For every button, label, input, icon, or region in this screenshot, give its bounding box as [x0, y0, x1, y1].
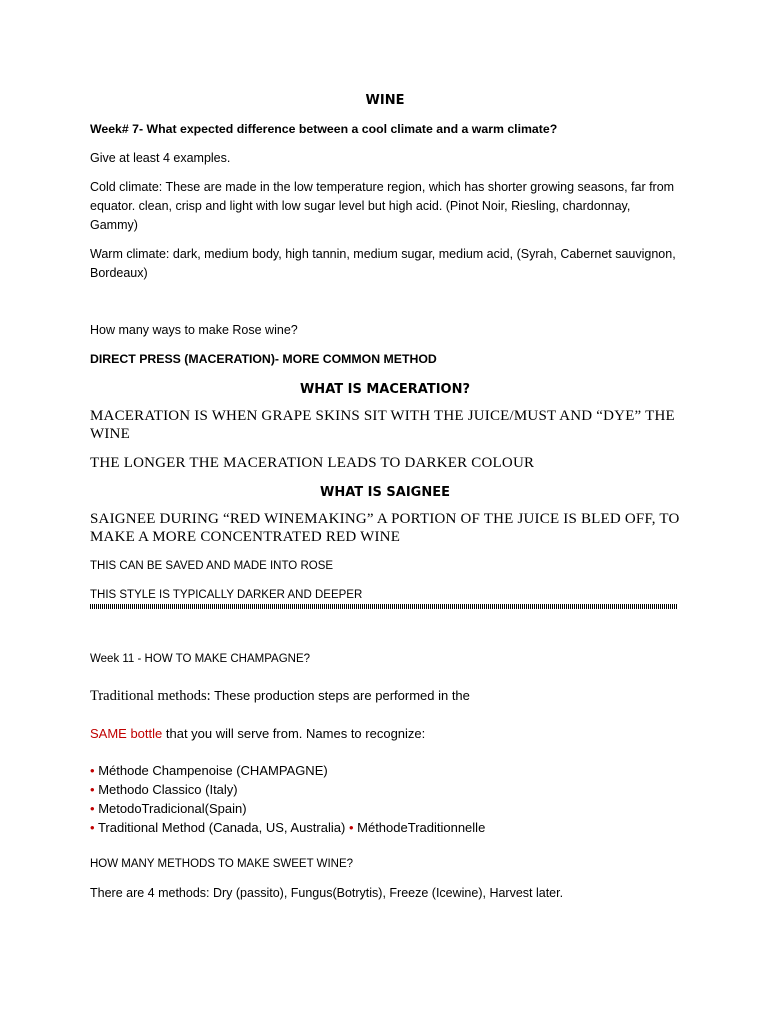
traditional-methods-text: These production steps are performed in the: [210, 688, 470, 703]
bullet-icon: •: [90, 801, 95, 816]
bullet-icon: •: [348, 820, 354, 835]
list-item: [90, 818, 680, 837]
same-bottle-text: that you will serve from. Names to recognize:: [162, 726, 426, 741]
list-item-text: Traditional Method (Canada, US, Australia): [97, 820, 346, 835]
saignee-heading: WHAT IS SAIGNEE: [320, 485, 450, 500]
direct-press-line: DIRECT PRESS (MACERATION)- MORE COMMON METHOD: [90, 352, 437, 366]
list-item-text: MetodoTradicional(Spain): [98, 801, 247, 816]
week7-question: Week# 7- What expected difference between a cool climate and a warm climate?: [90, 122, 558, 136]
cold-climate-paragraph: Cold climate: These are made in the low temperature region, which has shorter growing seasons, far from equator. clean, crisp and light with low sugar level but high acid. (Pinot Noir, Riesling, chardonnay, Gammy): [90, 180, 675, 232]
list-item: [90, 799, 680, 818]
same-bottle-line: [90, 724, 680, 743]
style-darker: THIS STYLE IS TYPICALLY DARKER AND DEEPER: [90, 589, 363, 601]
traditional-methods-line: [90, 686, 680, 706]
same-bottle-highlight: SAME bottle: [90, 726, 163, 741]
maceration-heading: WHAT IS MACERATION?: [299, 382, 471, 397]
list-item: [90, 761, 680, 780]
page-title: WINE: [365, 93, 405, 108]
champagne-names-list: [90, 761, 680, 837]
maceration-longer: THE LONGER THE MACERATION LEADS TO DARKER COLOUR: [90, 455, 535, 471]
section-divider: [90, 604, 678, 609]
list-item: [90, 780, 680, 799]
bullet-icon: •: [90, 820, 95, 835]
list-item-text: Méthode Champenoise (CHAMPAGNE): [98, 763, 328, 778]
warm-climate-paragraph: Warm climate: dark, medium body, high tannin, medium sugar, medium acid, (Syrah, Cabernet sauvignon, Bordeaux): [90, 247, 676, 280]
sweet-wine-question: HOW MANY METHODS TO MAKE SWEET WINE?: [90, 858, 354, 870]
traditional-methods-label: Traditional methods:: [90, 688, 211, 704]
list-item-text: Methodo Classico (Italy): [98, 782, 238, 797]
saved-into-rose: THIS CAN BE SAVED AND MADE INTO ROSE: [90, 560, 334, 572]
maceration-definition: MACERATION IS WHEN GRAPE SKINS SIT WITH THE JUICE/MUST AND “DYE” THE WINE: [90, 408, 675, 442]
week7-instruction: Give at least 4 examples.: [90, 151, 231, 165]
bullet-icon: •: [90, 782, 95, 797]
bullet-icon: •: [90, 763, 95, 778]
week11-heading: Week 11 - HOW TO MAKE CHAMPAGNE?: [90, 653, 311, 665]
list-item-text: MéthodeTraditionnelle: [357, 820, 486, 835]
saignee-definition: SAIGNEE DURING “RED WINEMAKING” A PORTION OF THE JUICE IS BLED OFF, TO MAKE A MORE CONCENTRATED RED WINE: [90, 511, 680, 545]
rose-question: How many ways to make Rose wine?: [90, 323, 298, 337]
sweet-wine-answer: There are 4 methods: Dry (passito), Fungus(Botrytis), Freeze (Icewine), Harvest later.: [90, 886, 564, 900]
